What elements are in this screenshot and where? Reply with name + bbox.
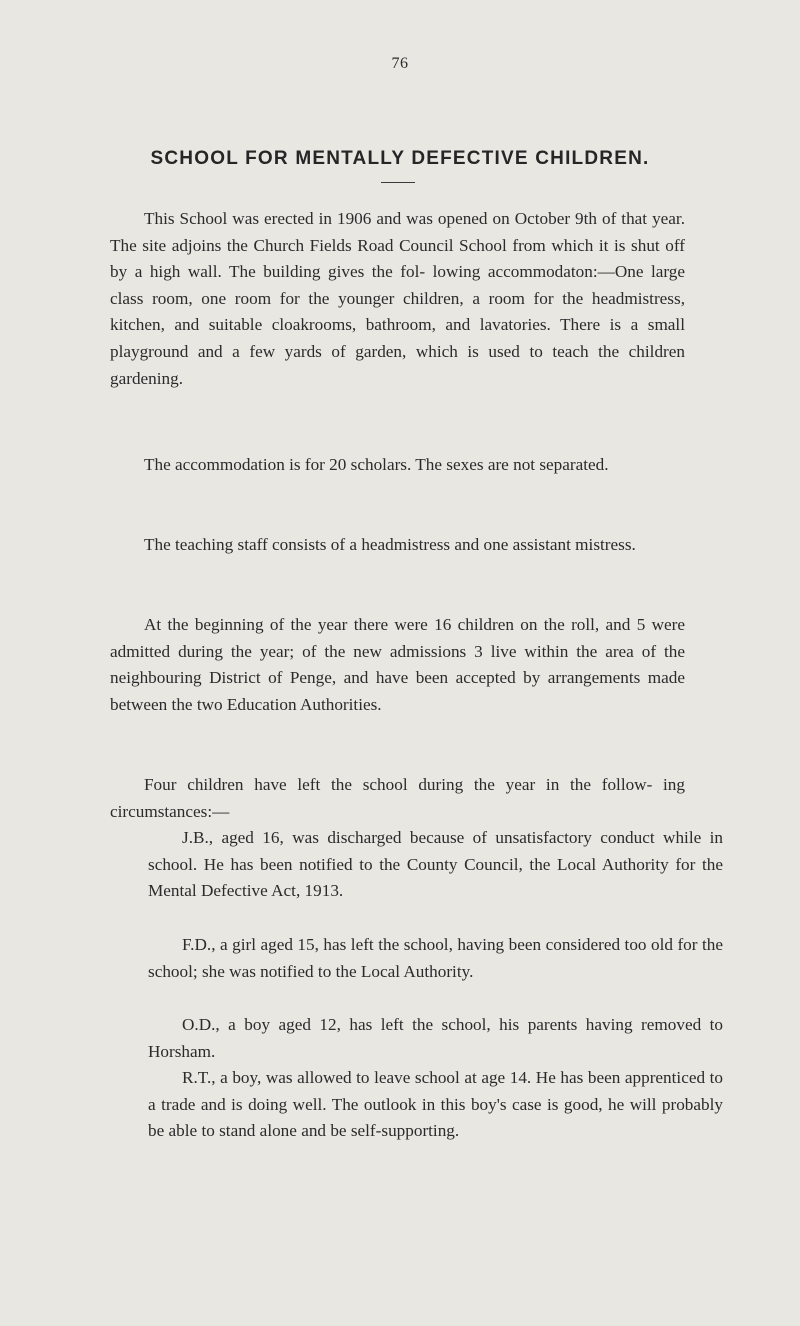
paragraph-admissions: At the beginning of the year there were 16 children on the roll, and 5 were admitted during the year; of the new admissions 3 live within the area of the neighbouring District of Penge, and have been accepted by arrangements made between the two Education Authorities. — [110, 615, 685, 714]
list-item-jb: J.B., aged 16, was discharged because of unsatisfactory conduct while in school. He has been notified to the County Council, the Local Authority for the Mental Defective Act, 1913. — [148, 828, 723, 901]
page-number: 76 — [391, 55, 409, 72]
paragraph-accommodation: The accommodation is for 20 scholars. The sexes are not separated. — [144, 455, 609, 474]
paragraph-school-history: This School was erected in 1906 and was opened on October 9th of that year. The site adjoins the Church Fields Road Council School from which it is shut off by a high wall. The building gives the fol- lowing accommodaton:—One large class room, one room for the younger children, a room for the headmistress, kitchen, and suitable cloakrooms, bathroom, and lavatories. There is a small playground and a few yards of garden, which is used to teach the children gardening. — [110, 209, 685, 388]
list-item-rt: R.T., a boy, was allowed to leave school at age 14. He has been apprenticed to a trade and is doing well. The outlook in this boy's case is good, he will probably be able to stand alone and be self-supporting. — [148, 1068, 723, 1141]
list-item-od: O.D., a boy aged 12, has left the school, his parents having removed to Horsham. — [148, 1015, 723, 1061]
paragraph-departures-intro: Four children have left the school during the year in the follow- ing circumstances:— — [110, 775, 685, 821]
page-title: SCHOOL FOR MENTALLY DEFECTIVE CHILDREN. — [150, 148, 650, 169]
list-item-fd: F.D., a girl aged 15, has left the school, having been considered too old for the school; she was notified to the Local Authority. — [148, 935, 723, 981]
paragraph-teaching-staff: The teaching staff consists of a headmistress and one assistant mistress. — [144, 535, 636, 554]
title-divider — [381, 182, 415, 183]
